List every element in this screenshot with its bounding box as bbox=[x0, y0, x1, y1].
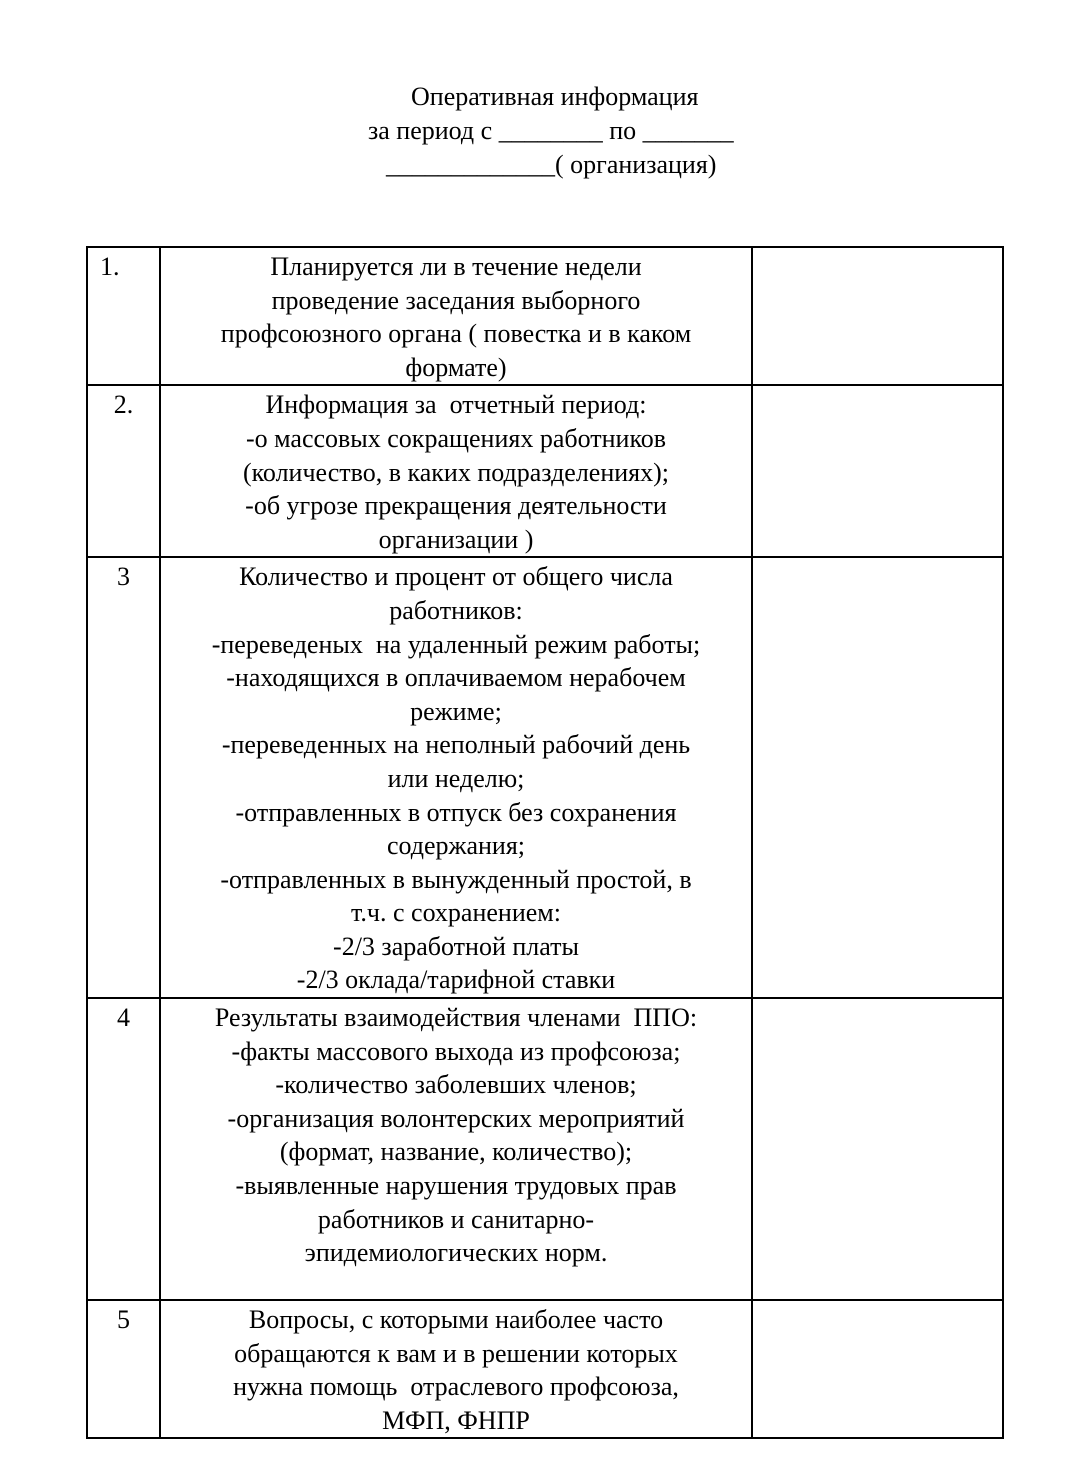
row-number: 5 bbox=[87, 1300, 160, 1438]
question-line: обращаются к вам и в решении которых bbox=[234, 1338, 678, 1368]
question-cell bbox=[160, 385, 752, 557]
question-line: содержания; bbox=[386, 831, 526, 861]
question-line: т.ч. с сохранением: bbox=[351, 898, 561, 928]
question-line: Количество и процент от общего числа bbox=[239, 562, 673, 592]
question-cell bbox=[160, 557, 752, 998]
question-line: -отправленных в вынужденный простой, в bbox=[220, 864, 692, 894]
question-line: или неделю; bbox=[387, 763, 525, 793]
question-cell bbox=[160, 1300, 752, 1438]
document-title: Оперативная информация bbox=[411, 82, 699, 111]
question-line: режиме; bbox=[410, 696, 502, 726]
answer-cell[interactable] bbox=[752, 385, 1003, 557]
question-line: Планируется ли в течение недели bbox=[270, 252, 642, 281]
table-row bbox=[87, 1300, 1003, 1438]
question-line: проведение заседания выборного bbox=[271, 285, 641, 315]
table-row bbox=[87, 385, 1003, 557]
question-line: -организация волонтерских мероприятий bbox=[227, 1103, 685, 1133]
answer-cell[interactable] bbox=[752, 247, 1003, 385]
row-number: 1. bbox=[87, 247, 160, 385]
organization-line: _____________( организация) bbox=[386, 150, 717, 179]
table-row bbox=[87, 247, 1003, 385]
row-number: 4 bbox=[87, 998, 160, 1300]
question-line: -об угрозе прекращения деятельности bbox=[245, 491, 667, 521]
period-line: за период с ________ по _______ bbox=[368, 116, 734, 145]
question-line: -переведеных на удаленный режим работы; bbox=[211, 629, 701, 659]
question-line: -переведенных на неполный рабочий день bbox=[221, 730, 691, 760]
question-line: (формат, название, количество); bbox=[279, 1137, 633, 1167]
question-line: -находящихся в оплачиваемом нерабочем bbox=[226, 663, 686, 693]
row-number: 2. bbox=[87, 385, 160, 557]
question-line: -отправленных в отпуск без сохранения bbox=[235, 797, 677, 827]
question-line: (количество, в каких подразделениях); bbox=[242, 457, 670, 487]
table-row bbox=[87, 998, 1003, 1300]
question-line: -выявленные нарушения трудовых прав bbox=[235, 1171, 677, 1201]
question-line: -о массовых сокращениях работников bbox=[245, 423, 667, 453]
question-line: нужна помощь отраслевого профсоюза, bbox=[233, 1372, 679, 1402]
question-line: -количество заболевших членов; bbox=[275, 1070, 637, 1100]
question-line: -2/3 заработной платы bbox=[333, 931, 579, 961]
answer-cell[interactable] bbox=[752, 998, 1003, 1300]
row-number: 3 bbox=[87, 557, 160, 998]
answer-cell[interactable] bbox=[752, 557, 1003, 998]
table-row bbox=[87, 557, 1003, 998]
info-table bbox=[86, 246, 1004, 1439]
question-line: организации ) bbox=[378, 524, 534, 554]
question-line: Результаты взаимодействия членами ППО: bbox=[214, 1003, 698, 1033]
question-line: Вопросы, с которыми наиболее часто bbox=[248, 1305, 664, 1335]
question-line: работников и санитарно- bbox=[317, 1204, 595, 1234]
question-line: МФП, ФНПР bbox=[382, 1405, 530, 1435]
question-line: эпидемиологических норм. bbox=[304, 1238, 608, 1268]
question-line: формате) bbox=[405, 352, 507, 382]
question-line: работников: bbox=[389, 595, 523, 625]
question-line: -2/3 оклада/тарифной ставки bbox=[296, 965, 616, 995]
question-line: -факты массового выхода из профсоюза; bbox=[231, 1036, 681, 1066]
question-cell bbox=[160, 247, 752, 385]
question-line: Информация за отчетный период: bbox=[265, 390, 647, 420]
answer-cell[interactable] bbox=[752, 1300, 1003, 1438]
question-cell bbox=[160, 998, 752, 1300]
question-line: профсоюзного органа ( повестка и в каком bbox=[220, 319, 692, 349]
